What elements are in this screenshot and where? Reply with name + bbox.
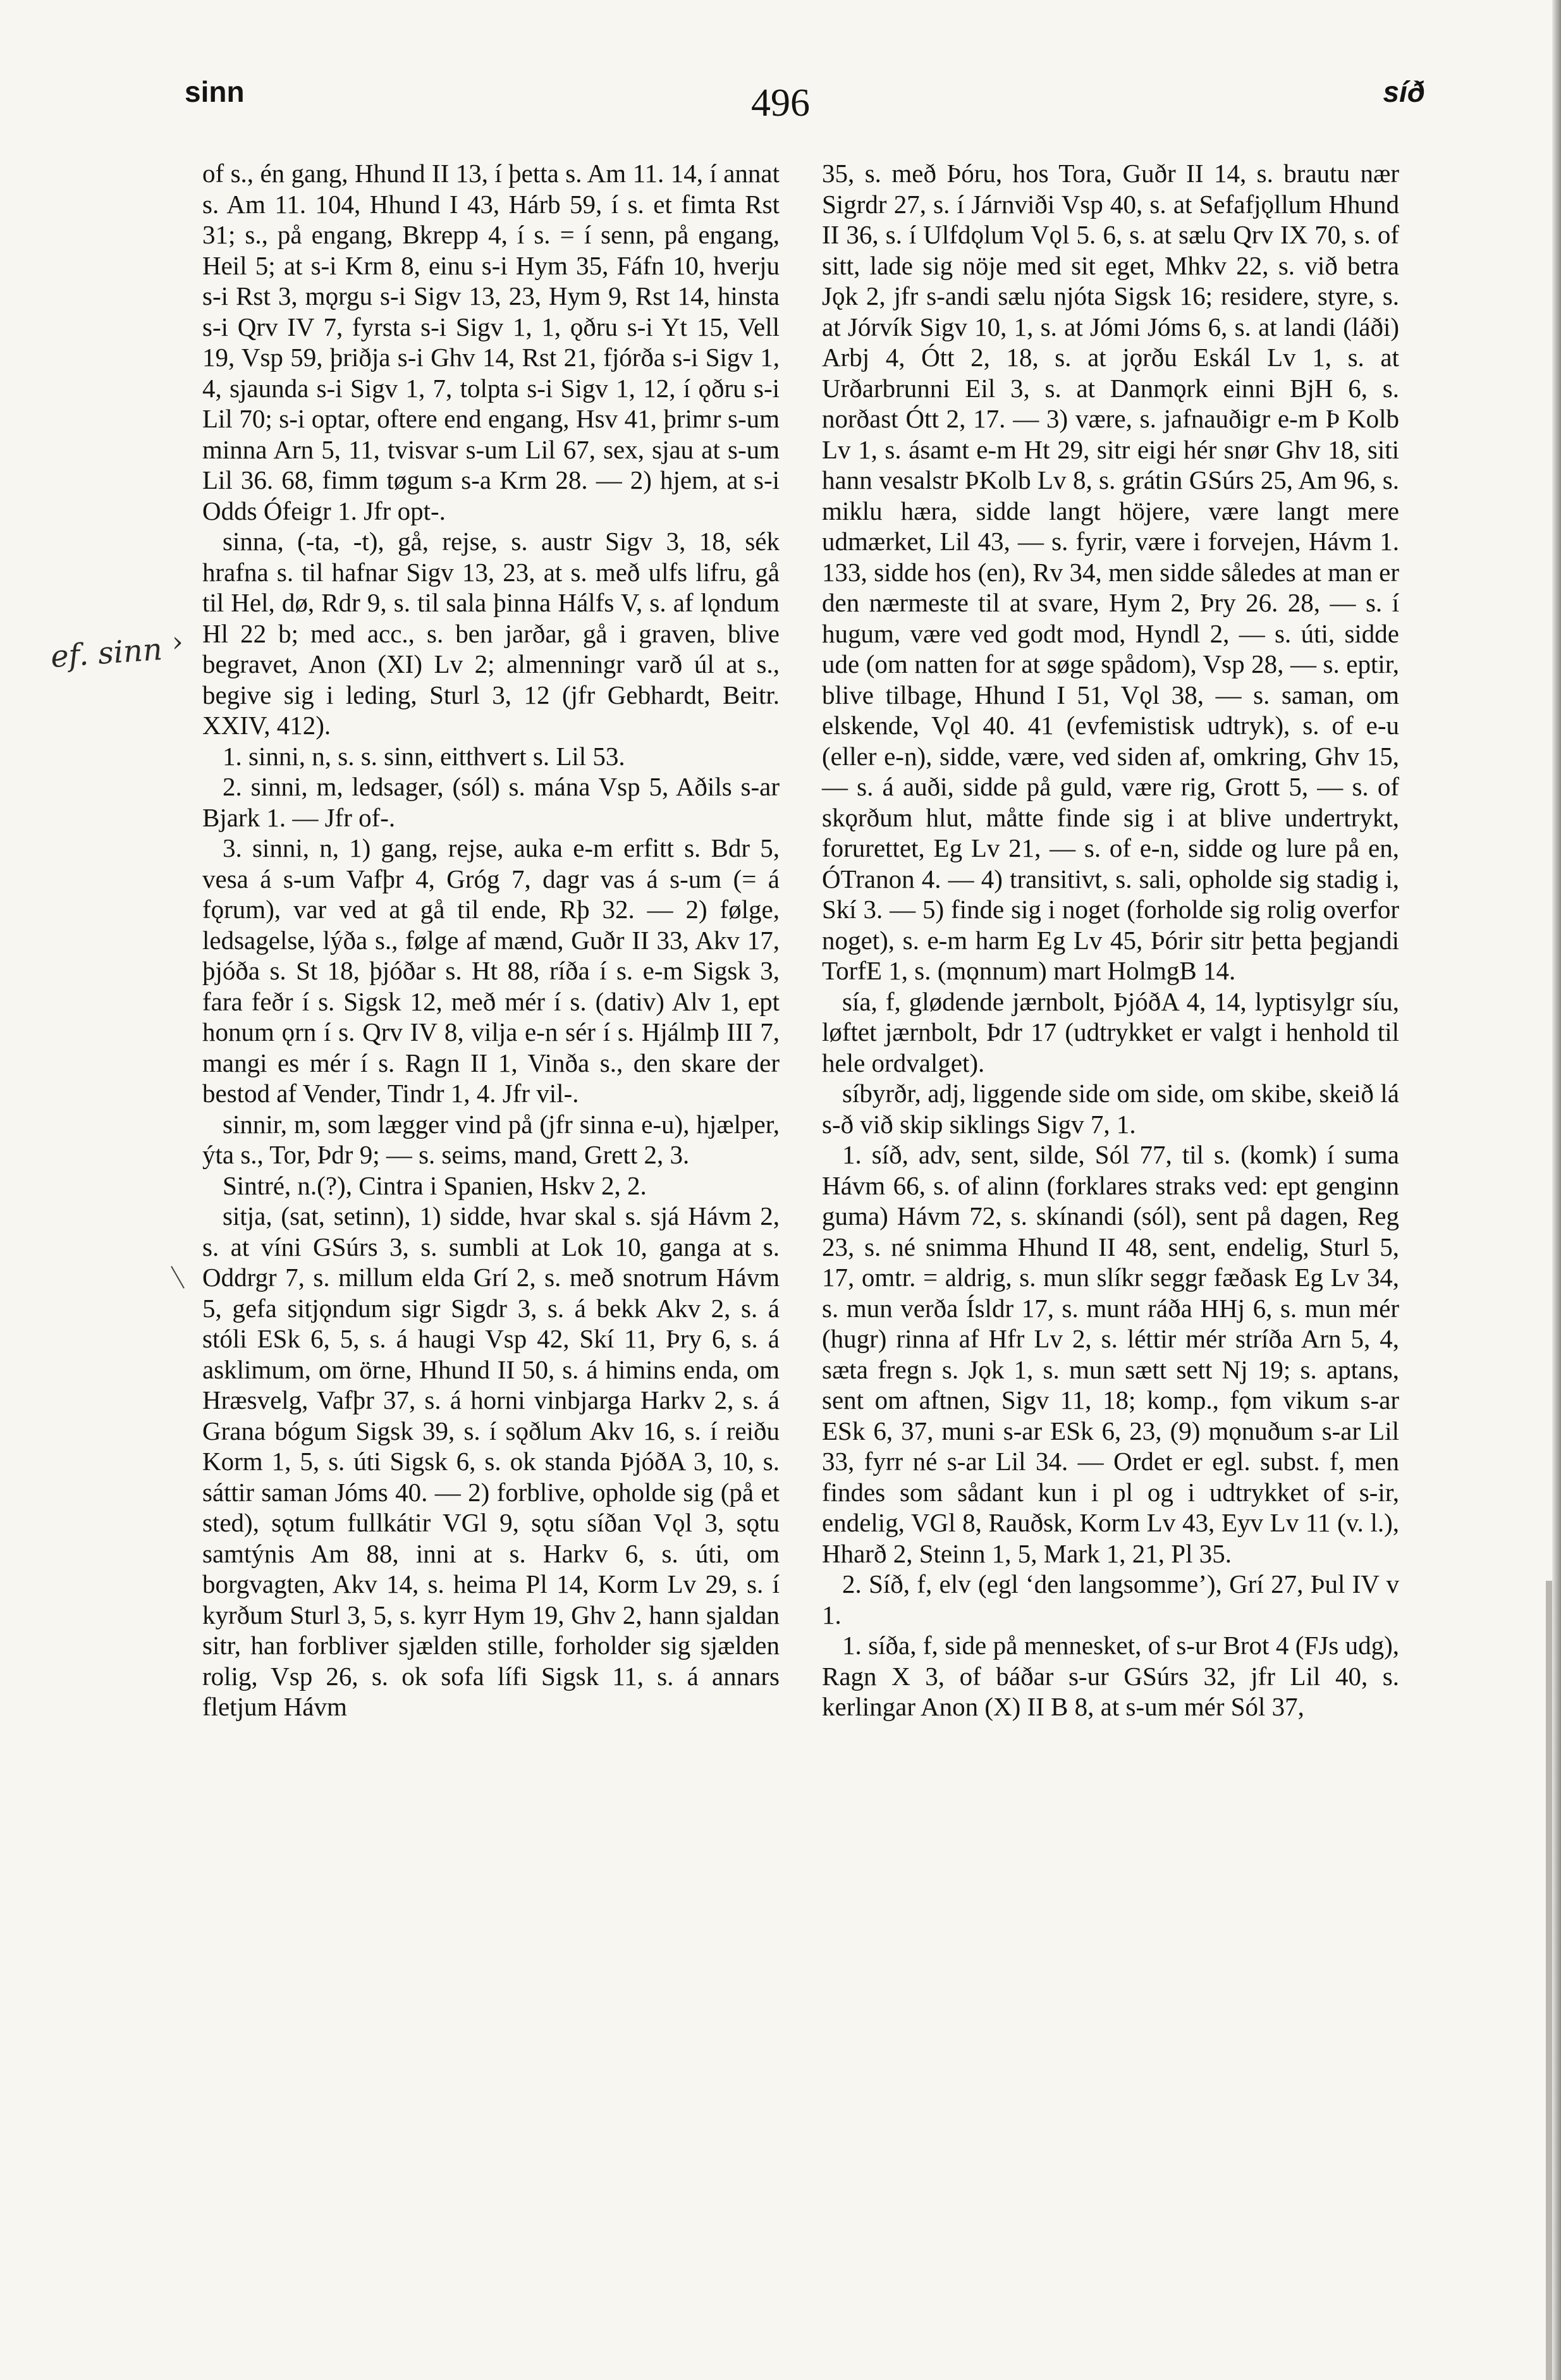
entry-sia: sía, f, glødende jærnbolt, ÞjóðA 4, 14, lyptisylgr síu, løftet jærnbolt, Þdr 17 (udtrykket er valgt i henhold til hele ordvalget). [822, 986, 1399, 1077]
entry-sinn-continued: of s., én gang, Hhund II 13, í þetta s. Am 11. 14, í annat s. Am 11. 104, Hhund I 43, Hárb 59, í s. et fimta Rst 31; s., på engang, Bkrepp 4, í s. = í senn, på engang, Heil 5; at s-i Krm 8, einu s-i Hym 35, Fáfn 10, hverju s-i Rst 3, mǫrgu s-i Sigv 13, 23, Hym 9, Rst 14, hinsta s-i Qrv IV 7, fyrsta s-i Sigv 1, 1, ǫðru s-i Yt 15, Vell 19, Vsp 59, þriðja s-i Ghv 14, Rst 21, fjórða s-i Sigv 1, 4, sjaunda s-i Sigv 1, 7, tolpta s-i Sigv 1, 12, í ǫðru s-i Lil 70; s-i optar, oftere end engang, Hsv 41, þrimr s-um minna Arn 5, 11, tvisvar s-um Lil 67, sex, sjau at s-um Lil 36. 68, fimm tøgum s-a Krm 28. — 2) hjem, at s-i Odds Ófeigr 1. Jfr opt-. [202, 159, 780, 525]
running-head-left: sinn [185, 75, 245, 108]
left-column [202, 158, 780, 1722]
insertion-caret-mark: › [172, 626, 183, 658]
entry-sinni-3: 3. sinni, n, 1) gang, rejse, auka e-m erfitt s. Bdr 5, vesa á s-um Vafþr 4, Gróg 7, dagr vas á s-um (= á fǫrum), var ved at gå til ende, Rþ 32. — 2) følge, ledsagelse, lýða s., følge af mænd, Guðr II 33, Akv 17, þjóða s. St 18, þjóðar s. Ht 88, ríða í s. e-m Sigsk 3, fara feðr í s. Sigsk 12, með mér í s. (dativ) Alv 1, ept honum ǫrn í s. Qrv IV 8, vilja e-n sér í s. Hjálmþ III 7, mangi es mér í s. Ragn II 1, Vinða s., den skare der bestod af Vender, Tindr 1, 4. Jfr vil-. [202, 833, 780, 1108]
entry-sinna: sinna, (-ta, -t), gå, rejse, s. austr Sigv 3, 18, sék hrafna s. til hafnar Sigv 13, 23, at s. með ulfs lifru, gå til Hel, dø, Rdr 9, s. til sala þinna Hálfs V, s. af lǫndum Hl 22 b; med acc., s. ben jarðar, gå i graven, blive begravet, Anon (XI) Lv 2; almenningr varð úl at s., begive sig i leding, Sturl 3, 12 (jfr Gebhardt, Beitr. XXIV, 412). [202, 527, 780, 740]
entry-sinni-2: 2. sinni, m, ledsager, (sól) s. mána Vsp 5, Aðils s-ar Bjark 1. — Jfr of-. [202, 772, 780, 832]
entry-sibyrdr: síbyrðr, adj, liggende side om side, om skibe, skeið lá s-ð við skip siklings Sigv 7, 1. [822, 1079, 1399, 1139]
entry-sitja-continued: 35, s. með Þóru, hos Tora, Guðr II 14, s. brautu nær Sigrdr 27, s. í Járnviði Vsp 40, s. at Sefafjǫllum Hhund II 36, s. í Ulfdǫlum Vǫl 5. 6, s. at sælu Qrv IX 70, s. of sitt, lade sig nöje med sit eget, Mhkv 22, s. við betra Jǫk 2, jfr s-andi sælu njóta Sigsk 16; residere, styre, s. at Jórvík Sigv 10, 1, s. at Jómi Jóms 6, s. at landi (láði) Arbj 4, Ótt 2, 18, s. at jǫrðu Eskál Lv 1, s. at Urðarbrunni Eil 3, s. at Danmǫrk einni BjH 6, s. norðast Ótt 2, 17. — 3) være, s. jafnauðigr e-m Þ Kolb Lv 1, s. ásamt e-m Ht 29, sitr eigi hér snør Ghv 18, siti hann vesalstr ÞKolb Lv 8, s. grátin GSúrs 25, Am 96, s. miklu hæra, sidde langt höjere, være langt mere udmærket, Lil 43, — s. fyrir, være i forvejen, Hávm 1. 133, sidde hos (en), Rv 34, men sidde således at man er den nærmeste til at svare, Hym 2, Þry 26. 28, — s. í hugum, være ved godt mod, Hyndl 2, — s. úti, sidde ude (om natten for at søge spådom), Vsp 28, — s. eptir, blive tilbage, Hhund I 51, Vǫl 38, — s. saman, om elskende, Vǫl 40. 41 (evfemistisk udtryk), s. of e-u (eller e-n), sidde, være, ved siden af, omkring, Ghv 15, — s. á auði, sidde på guld, være rig, Grott 5, — s. of skǫrðum hlut, måtte finde sig i at blive undertrykt, forurettet, Eg Lv 21, — s. of e-n, sidde og lure på en, ÓTranon 4. — 4) transitivt, s. sali, opholde sig stadig i, Skí 3. — 5) finde sig i noget (forholde sig rolig overfor noget), s. e-m harm Eg Lv 45, Þórir sitr þetta þegjandi TorfE 1, s. (mǫnnum) mart HolmgB 14. [822, 159, 1399, 985]
entry-sid-1: 1. síð, adv, sent, silde, Sól 77, til s. (komk) í suma Hávm 66, s. of alinn (forklares straks ved: ept genginn guma) Hávm 72, s. skínandi (sól), sent på dagen, Reg 23, s. né snimma Hhund II 48, sent, endelig, Sturl 5, 17, omtr. = aldrig, s. mun slíkr seggr fæðask Eg Lv 34, s. mun verða Ísldr 17, s. munt ráða HHj 6, s. mun mér (hugr) rinna af Hfr Lv 2, s. léttir mér stríða Arn 5, 4, sæta fregn s. Jǫk 1, s. mun sætt sett Nj 19; s. aptans, sent om aftnen, Sigv 11, 18; komp., fǫm vikum s-ar ESk 6, 37, muni s-ar ESk 6, 23, (9) mǫnuðum s-ar Lil 33, fyrr né s-ar Lil 34. — Ordet er egl. subst. f, men findes som sådant kun i pl og i udtrykket of s-ir, endelig, VGl 8, Rauðsk, Korm Lv 43, Eyv Lv 11 (v. l.), Hharð 2, Steinn 1, 5, Mark 1, 21, Pl 35. [822, 1140, 1399, 1568]
right-column [822, 158, 1399, 1722]
entry-sida-1: 1. síða, f, side på mennesket, of s-ur Brot 4 (FJs udg), Ragn X 3, of báðar s-ur GSúrs 32, jfr Lil 40, s. kerlingar Anon (X) II B 8, at s-um mér Sól 37, [822, 1631, 1399, 1721]
scan-page-edge [1552, 0, 1561, 2380]
scan-shadow [1546, 1581, 1552, 2380]
page-number: 496 [751, 82, 810, 125]
handwritten-margin-note: ef. sinn [49, 631, 164, 675]
entry-sinni-1: 1. sinni, n, s. s. sinn, eitthvert s. Lil 53. [223, 741, 625, 771]
running-head-right: síð [1383, 75, 1425, 108]
entry-sitja: sitja, (sat, setinn), 1) sidde, hvar skal s. sjá Hávm 2, s. at víni GSúrs 3, s. sumbli at Lok 10, ganga at s. Oddrgr 7, s. millum elda Grí 2, s. með snotrum Hávm 5, gefa sitjǫndum sigr Sigdr 3, s. á bekk Akv 2, s. á stóli ESk 6, 5, s. á haugi Vsp 42, Skí 11, Þry 6, s. á asklimum, om örne, Hhund II 50, s. á himins enda, om Hræsvelg, Vafþr 37, s. á horni vinbjarga Harkv 2, s. á Grana bógum Sigsk 39, s. í sǫðlum Akv 16, s. í reiðu Korm 1, 5, s. úti Sigsk 6, s. ok standa ÞjóðA 3, 10, s. sáttir saman Jóms 40. — 2) forblive, opholde sig (på et sted), sǫtum fullkátir VGl 9, sǫtu síðan Vǫl 3, sǫtu samtýnis Am 88, inni at s. Harkv 6, s. úti, om borgvagten, Akv 14, s. heima Pl 14, Korm Lv 29, s. í kyrðum Sturl 3, 5, s. kyrr Hym 19, Ghv 2, hann sjaldan sitr, han forbliver sjælden stille, forholder sig sjælden rolig, Vsp 26, s. ok sofa lífi Sigsk 11, s. á annars fletjum Hávm [202, 1201, 780, 1721]
entry-sid-2: 2. Síð, f, elv (egl ‘den langsomme’), Grí 27, Þul IV v 1. [822, 1569, 1399, 1629]
margin-tick-mark [171, 1266, 185, 1289]
entry-sintre: Sintré, n.(?), Cintra i Spanien, Hskv 2, 2. [223, 1170, 647, 1200]
entry-sinnir: sinnir, m, som lægger vind på (jfr sinna e-u), hjælper, ýta s., Tor, Þdr 9; — s. seims, mand, Grett 2, 3. [202, 1109, 780, 1169]
